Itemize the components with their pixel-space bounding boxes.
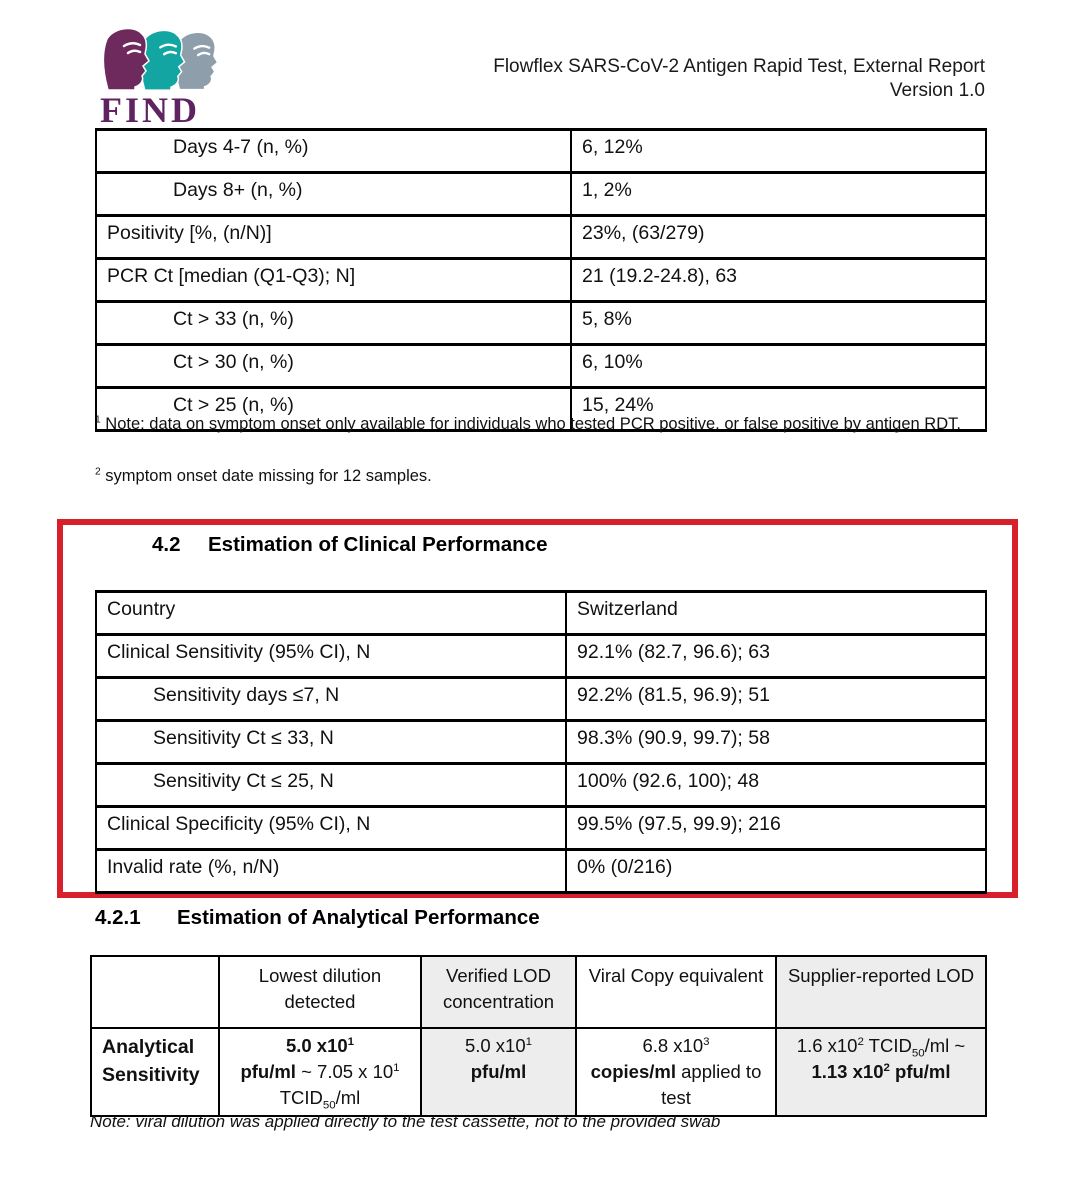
table-row [96, 635, 986, 678]
row-label: Sensitivity Ct ≤ 25, N [96, 764, 566, 807]
cell-lowest-dilution: 5.0 $x10^1$ pfu/ml ~ 7.05 x $10^1$ $TCID_{50}/ml$ [219, 1028, 421, 1116]
find-logo [100, 26, 260, 130]
footnote-2 [95, 464, 975, 489]
row-label: Invalid rate (%, n/N) [96, 850, 566, 893]
table-row [96, 259, 986, 302]
table-row [96, 592, 986, 635]
analytical-data-row [91, 1028, 986, 1116]
report-title-block [360, 55, 985, 103]
footnote-1-text: Note: data on symptom onset only available for individuals who tested PCR positive, or false positive by antigen RDT. [100, 415, 961, 433]
row-value: 92.1% (82.7, 96.6); 63 [566, 635, 986, 678]
table-row [96, 721, 986, 764]
report-title: Flowflex SARS-CoV-2 Antigen Rapid Test, External Report [493, 56, 985, 77]
table-row [96, 807, 986, 850]
row-value: 98.3% (90.9, 99.7); 58 [566, 721, 986, 764]
row-label: Positivity [%, (n/N)] [96, 216, 571, 259]
section-number: 4.2 [152, 533, 181, 556]
header-lowest-dilution: Lowest dilution detected [219, 956, 421, 1028]
row-label: PCR Ct [median (Q1-Q3); N] [96, 259, 571, 302]
row-value: 5, 8% [571, 302, 986, 345]
find-faces-icon [100, 26, 240, 90]
row-label: Sensitivity Ct ≤ 33, N [96, 721, 566, 764]
row-value: 1, 2% [571, 173, 986, 216]
analytical-note: Note: viral dilution was applied directly to the test cassette, not to the provided swab [90, 1112, 721, 1131]
row-header-analytical-sensitivity: Analytical Sensitivity [91, 1028, 219, 1116]
table-row [96, 345, 986, 388]
table-row [96, 678, 986, 721]
cell-supplier-lod: 1.6 $x10^2$ $TCID_{50}/ml$ ~ 1.13 $x10^2$ pfu/ml [776, 1028, 986, 1116]
row-value: 92.2% (81.5, 96.9); 51 [566, 678, 986, 721]
symptom-stats-table [95, 128, 987, 432]
analytical-performance-table [90, 955, 987, 1117]
table-row [96, 302, 986, 345]
header-viral-copy: Viral Copy equivalent [576, 956, 776, 1028]
row-value: 6, 12% [571, 130, 986, 173]
row-label: Ct > 33 (n, %) [96, 302, 571, 345]
row-label: Clinical Specificity (95% CI), N [96, 807, 566, 850]
row-value: 99.5% (97.5, 99.9); 216 [566, 807, 986, 850]
find-wordmark: FIND [100, 90, 200, 130]
report-version: Version 1.0 [889, 80, 985, 101]
clinical-performance-table [95, 590, 987, 894]
section-heading-analytical [95, 906, 540, 930]
table-row [96, 216, 986, 259]
table-row [96, 764, 986, 807]
row-label: Sensitivity days ≤7, N [96, 678, 566, 721]
section-title: Estimation of Analytical Performance [177, 906, 540, 929]
section-title: Estimation of Clinical Performance [208, 533, 548, 556]
row-value: 15, 24% [571, 388, 986, 431]
footnote-2-marker: 2 [95, 466, 101, 478]
analytical-header-row [91, 956, 986, 1028]
header-verified-lod: Verified LOD concentration [421, 956, 576, 1028]
row-label: Days 8+ (n, %) [96, 173, 571, 216]
table-row [96, 173, 986, 216]
header-empty [91, 956, 219, 1028]
table-row [96, 850, 986, 893]
row-value: Switzerland [566, 592, 986, 635]
section-heading-clinical [152, 533, 547, 557]
row-label: Ct > 25 (n, %) [96, 388, 571, 431]
cell-viral-copy: 6.8 $x10^3$ copies/ml applied to test [576, 1028, 776, 1116]
row-label: Country [96, 592, 566, 635]
header-supplier-lod: Supplier-reported LOD [776, 956, 986, 1028]
table-row [96, 130, 986, 173]
row-value: 21 (19.2-24.8), 63 [571, 259, 986, 302]
footnote-2-text: symptom onset date missing for 12 samples. [100, 467, 432, 485]
row-value: 100% (92.6, 100); 48 [566, 764, 986, 807]
section-number: 4.2.1 [95, 906, 141, 929]
footnote-1 [95, 412, 975, 437]
row-value: 6, 10% [571, 345, 986, 388]
row-label: Days 4-7 (n, %) [96, 130, 571, 173]
row-value: 23%, (63/279) [571, 216, 986, 259]
cell-verified-lod: 5.0 $x10^1$ pfu/ml [421, 1028, 576, 1116]
footnote-1-marker: 1 [95, 414, 101, 426]
row-value: 0% (0/216) [566, 850, 986, 893]
row-label: Clinical Sensitivity (95% CI), N [96, 635, 566, 678]
row-label: Ct > 30 (n, %) [96, 345, 571, 388]
